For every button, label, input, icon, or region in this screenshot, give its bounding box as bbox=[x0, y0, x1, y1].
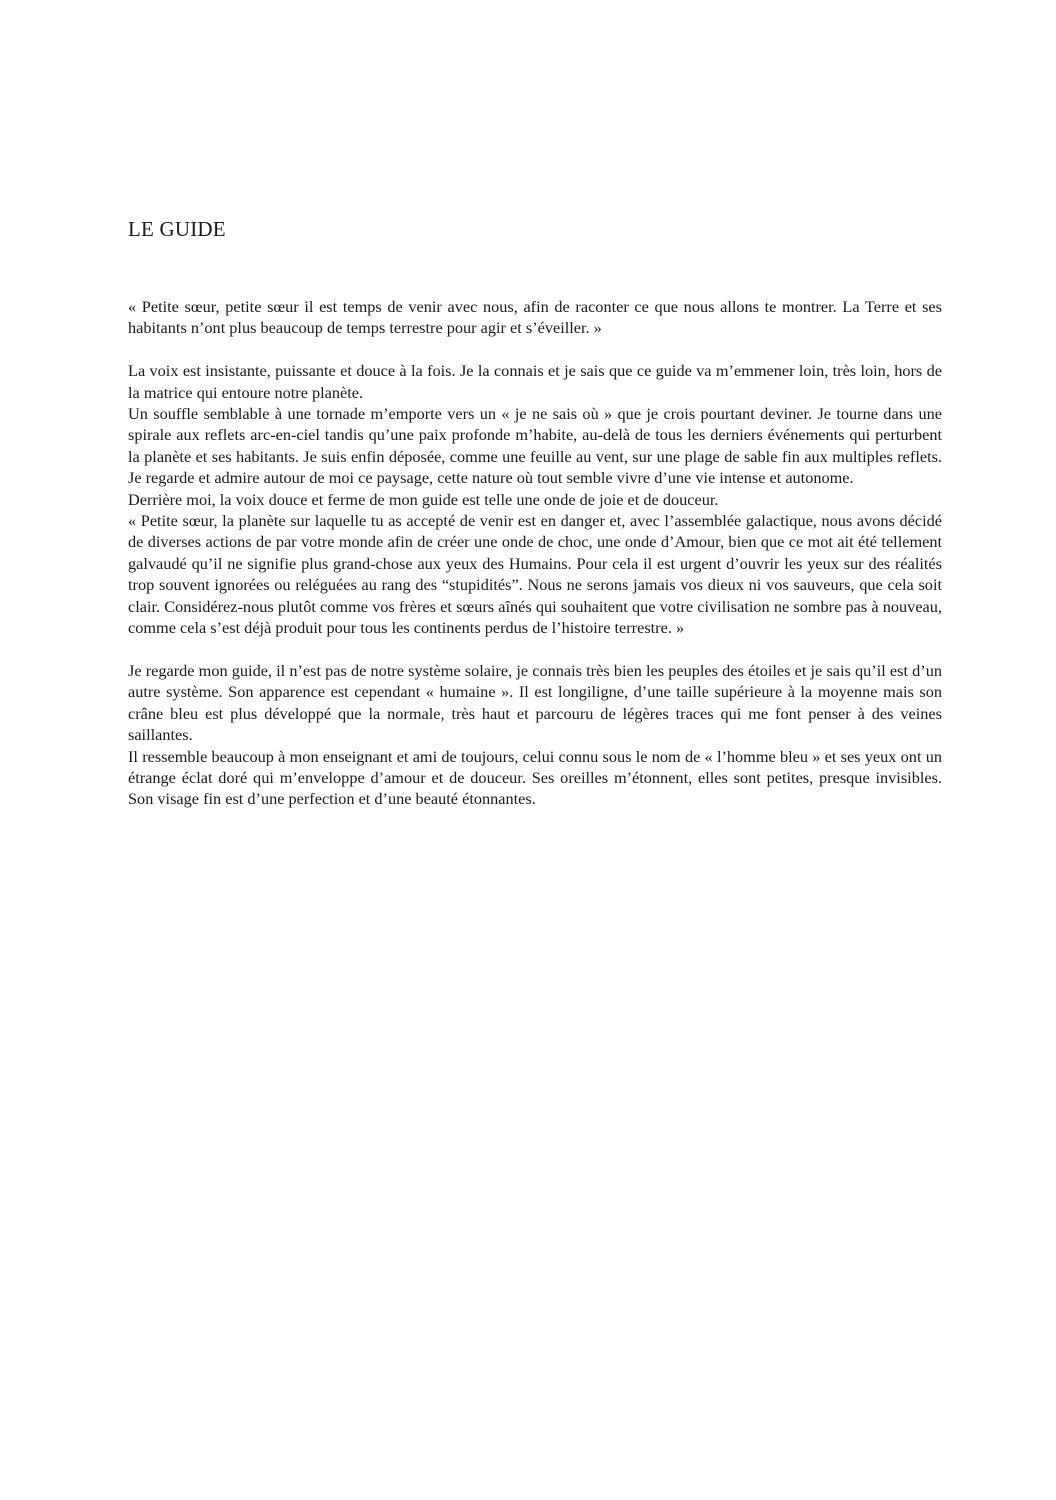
paragraph-guide-voice: Derrière moi, la voix douce et ferme de mon guide est telle une onde de joie et de douceur. bbox=[128, 489, 719, 509]
chapter-title: LE GUIDE bbox=[128, 217, 226, 241]
document-body bbox=[128, 214, 942, 810]
paragraph-guide-message: « Petite sœur, la planète sur laquelle tu as accepté de venir est en danger et, avec l’assemblée galactique, nous avons décidé de diverses actions de par votre monde afin de créer une onde de choc, une onde d’Amour, bien que ce mot ait été tellement galvaudé qu’il ne signifie plus grand-chose aux yeux des Humains. Pour cela il est urgent d’ouvrir les yeux sur des réalités trop souvent ignorées ou reléguées au rang des “stupidités”. Nous ne serons jamais vos dieux ni vos sauveurs, que cela soit clair. Considérez-nous plutôt comme vos frères et sœurs aînés qui souhaitent que votre civilisation ne sombre pas à nouveau, comme cela s’est déjà produit pour tous les continents perdus de l’histoire terrestre. » bbox=[128, 511, 942, 638]
paragraph-blue-man: Il ressemble beaucoup à mon enseignant et ami de toujours, celui connu sous le nom de « l’homme bleu » et ses yeux ont un étrange éclat doré qui m’enveloppe d’amour et de douceur. Ses oreilles m’étonnent, elles sont petites, presque invisibles. Son visage fin est d’une perfection et d’une beauté étonnantes. bbox=[128, 746, 942, 809]
paragraph-voice: La voix est insistante, puissante et douce à la fois. Je la connais et je sais que ce guide va m’emmener loin, très loin, hors de la matrice qui entoure notre planète. bbox=[128, 361, 942, 402]
paragraph-journey: Un souffle semblable à une tornade m’emporte vers un « je ne sais où » que je crois pourtant deviner. Je tourne dans une spirale aux reflets arc-en-ciel tandis qu’une paix profonde m’habite, au-delà de tous les derniers événements qui perturbent la planète et ses habitants. Je suis enfin déposée, comme une feuille au vent, sur une plage de sable fin aux multiples reflets. Je regarde et admire autour de moi ce paysage, cette nature où tout semble vivre d’une vie intense et autonome. bbox=[128, 404, 942, 488]
paragraph-guide-appearance: Je regarde mon guide, il n’est pas de notre système solaire, je connais très bien les peuples des étoiles et je sais qu’il est d’un autre système. Son apparence est cependant « humaine ». Il est longiligne, d’une taille supérieure à la moyenne mais son crâne bleu est plus développé que la normale, très haut et parcouru de légères traces qui me font penser à des veines saillantes. bbox=[128, 660, 942, 745]
paragraph-call: « Petite sœur, petite sœur il est temps de venir avec nous, afin de raconter ce que nous allons te montrer. La Terre et ses habitants n’ont plus beaucoup de temps terrestre pour agir et s’éveiller. » bbox=[128, 297, 942, 338]
